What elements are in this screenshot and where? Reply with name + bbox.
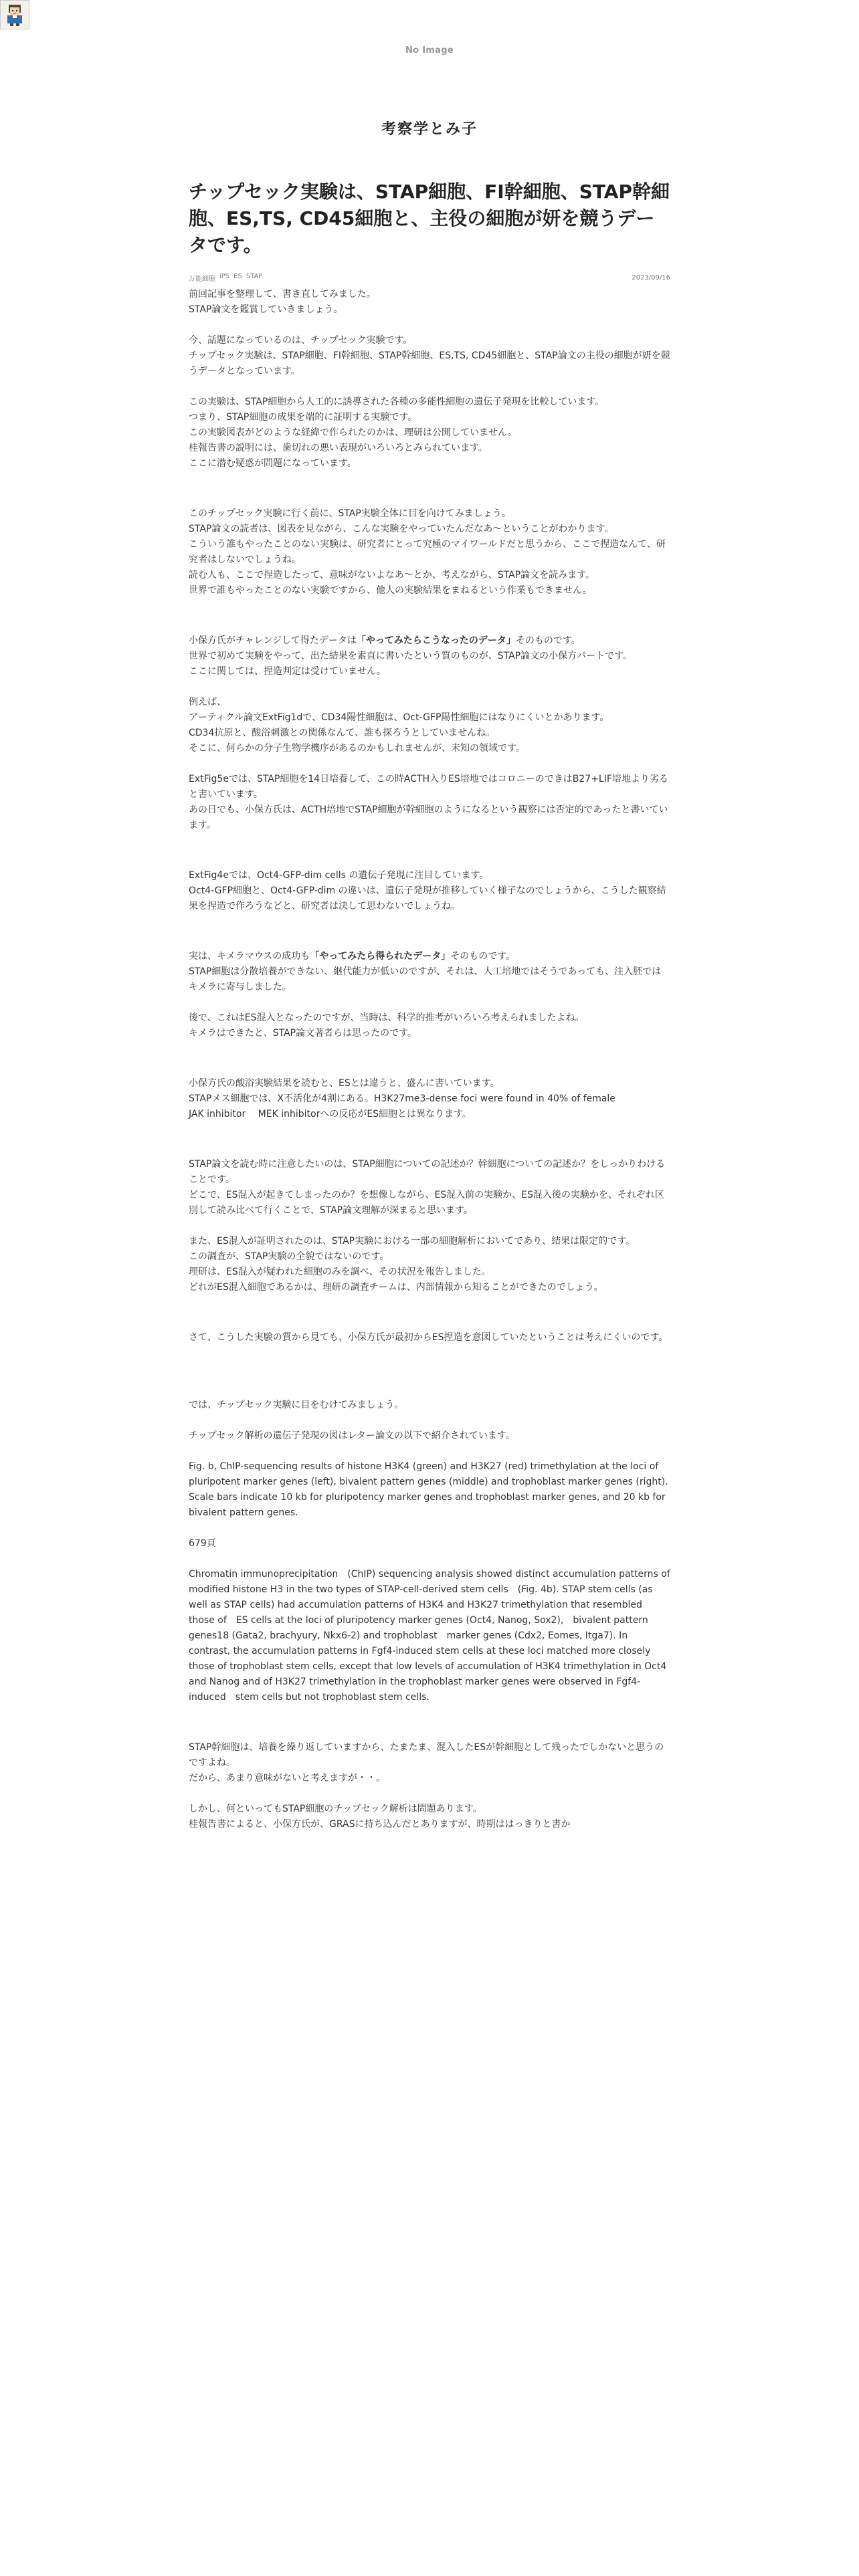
paragraph: 読む人も、ここで捏造したって、意味がないよなあ～とか、考えながら、STAP論文を読みます。 (189, 570, 595, 581)
paragraph: Chromatin immunoprecipitation (ChIP) sequencing analysis showed distinct accumulation patterns of modified histone H3 in the two types of STAP-cell-derived stem cells (Fig. 4b). STAP stem cells (as well as STAP cells) had accumulation patterns of H3K4 and H3K27 trimethylation that resembled those of ES cells at the loci of pluripotency marker genes (Oct4, Nanog, Sox2), bivalent pattern genes18 (Gata2, brachyury, Nkx6-2) and trophoblast marker genes (Cdx2, Eomes, Itga7). In contrast, the accumulation patterns in Fgf4-induced stem cells at these loci matched more closely those of trophoblast stem cells, except that low levels of accumulation of H3K4 trimethylation in Oct4 and Nanog and of H3K27 trimethylation in the trophoblast marker genes were observed in Fgf4-induced stem cells but not trophoblast stem cells. (189, 1569, 680, 1703)
paragraph: また、ES混入が証明されたのは、STAP実験における一部の細胞解析においてであり、結果は限定的です。 (189, 1236, 635, 1247)
paragraph: チップセック実験は、STAP細胞、FI幹細胞、STAP幹細胞、ES,TS, CD45細胞と、STAP論文の主役の細胞が妍を競うデータとなっています。 (189, 350, 670, 377)
paragraph: STAP論文を鑑賞していきましょう。 (189, 304, 343, 316)
paragraph: この実験図表がどのような経緯で作られたのかは、理研は公開していません。 (189, 427, 517, 439)
emphasis-text: 「やってみたらこうなったのデータ」 (356, 635, 516, 647)
paragraph: キメラはできたと、STAP論文著者らは思ったのです。 (189, 1028, 417, 1039)
hero-image-placeholder (0, 0, 859, 100)
paragraph: このチップセック実験に行く前に、STAP実験全体に目を向けてみましょう。 (189, 508, 511, 520)
no-image-label: No Image (405, 45, 454, 56)
paragraph: 前回記事を整理して、書き直してみました。 (189, 289, 376, 300)
paragraph: JAK inhibitor MEK inhibitorへの反応がES細胞とは異なります。 (189, 1109, 472, 1120)
blog-title[interactable]: 考察学とみ子 (381, 121, 478, 138)
tag-link[interactable]: STAP (246, 273, 263, 281)
paragraph: STAP細胞は分散培養ができない、継代能力が低いのですが、それは、人工培地ではそうであっても、注入胚ではキメラに寄与しました。 (189, 966, 662, 993)
article-title[interactable]: チップセック実験は、STAP細胞、FI幹細胞、STAP幹細胞、ES,TS, CD45細胞と、主役の細胞が妍を競うデータです。 (189, 181, 670, 256)
article-body (189, 287, 680, 1832)
paragraph (189, 949, 670, 964)
paragraph: CD34抗原と、酸浴刺激との関係なんて、誰も探ろうとしていませんね。 (189, 728, 496, 739)
paragraph: 今、話題になっているのは、チップセック実験です。 (189, 335, 413, 346)
paragraph: 世界で誰もやったことのない実験ですから、他人の実験結果をまねるという作業もできません。 (189, 585, 592, 597)
paragraph: 世界で初めて実験をやって、出た結果を素直に書いたという質のものが、STAP論文の小保方パートです。 (189, 651, 632, 662)
paragraph (189, 633, 670, 649)
emphasis-text: 「やってみたら得られたデータ」 (310, 951, 451, 962)
paragraph: この実験は、STAP細胞から人工的に誘導された各種の多能性細胞の遺伝子発現を比較しています。 (189, 397, 605, 408)
paragraph: そこに、何らかの分子生物学機序があるのかもしれませんが、未知の領域です。 (189, 743, 525, 754)
paragraph: こういう誰もやったことのない実験は、研究者にとって究極のマイワールドだと思うから、ここで捏造なんて、研究者はしないでしょうね。 (189, 539, 666, 566)
tag-link[interactable]: iPS (219, 273, 230, 281)
paragraph: では、チップセック実験に目をむけてみましょう。 (189, 1400, 404, 1411)
text-span: 実は、キメラマウスの成功も (189, 951, 310, 962)
paragraph: この調査が、STAP実験の全貌ではないのです。 (189, 1251, 389, 1263)
article-meta (189, 273, 670, 283)
post-date: 2023/09/16 (632, 274, 670, 282)
paragraph: しかし、何といってもSTAP細胞のチップセック解析は問題あります。 (189, 1804, 482, 1815)
paragraph: 桂報告書によると、小保方氏が、GRASに持ち込んだとありますが、時期ははっきりと書か (189, 1819, 571, 1830)
paragraph: どれがES混入細胞であるかは、理研の調査チームは、内部情報から知ることができたのでしょう。 (189, 1282, 603, 1293)
paragraph: つまり、STAP細胞の成果を端的に証明する実験です。 (189, 412, 417, 423)
tag-link[interactable]: 万能細胞 (189, 276, 215, 284)
paragraph: あの日でも、小保方氏は、ACTH培地でSTAP細胞が幹細胞のようになるという観察には否定的であったと書いています。 (189, 804, 668, 831)
paragraph: STAP論文の読者は、図表を見ながら、こんな実験をやっていたんだなあ～ということがわかります。 (189, 524, 614, 535)
paragraph: Oct4-GFP細胞と、Oct4-GFP-dim の違いは、遺伝子発現が推移していく様子なのでしょうから、こうした観察結果を捏造で作ろうなどと、研究者は決して思わないでしょうね。 (189, 885, 666, 912)
paragraph: ExtFig4eでは、Oct4-GFP-dim cells の遺伝子発現に注目しています。 (189, 870, 489, 881)
pixel-avatar-icon (2, 2, 27, 27)
paragraph: 桂報告書の説明には、歯切れの悪い表現がいろいろとみられています。 (189, 443, 488, 454)
paragraph: 理研は、ES混入が疑われた細胞のみを調べ、その状況を報告しました。 (189, 1267, 491, 1278)
paragraph: だから、あまり意味がないと考えますが・・。 (189, 1773, 385, 1784)
paragraph: Fig. b, ChIP-sequencing results of histone H3K4 (green) and H3K27 (red) trimethylation at the loci of pluripotent marker genes (left), bivalent pattern genes (middle) and trophoblast marker genes (right). Scale bars indicate 10 kb for pluripotency marker genes and trophoblast marker genes, and 20 kb for bivalent pattern genes. (189, 1461, 668, 1519)
paragraph: ExtFig5eでは、STAP細胞を14日培養して、この時ACTH入りES培地ではコロニーのできはB27+LIF培地より劣ると書いています。 (189, 774, 668, 800)
paragraph: ここに潜む疑惑が問題になっています。 (189, 458, 357, 469)
paragraph: 679頁 (189, 1538, 216, 1549)
paragraph: STAP論文を読む時に注意したいのは、STAP細胞についての記述か？幹細胞についての記述か？をしっかりわけることです。 (189, 1159, 666, 1186)
paragraph: どこで、ES混入が起きてしまったのか？を想像しながら、ES混入前の実験か、ES混入後の実験かを、それぞれ区別して読み比べて行くことで、STAP論文理解が深まると思います。 (189, 1190, 664, 1216)
tag-list (189, 273, 262, 283)
paragraph: STAP幹細胞は、培養を繰り返していますから、たまたま、混入したESが幹細胞として残ったでしかないと思うのですよね。 (189, 1742, 664, 1769)
paragraph: チップセック解析の遺伝子発現の図はレター論文の以下で紹介されています。 (189, 1430, 515, 1442)
tag-link[interactable]: ES (233, 273, 242, 281)
paragraph: アーティクル論文ExtFig1dで、CD34陽性細胞は、Oct-GFP陽性細胞にはなりにくいとかあります。 (189, 712, 609, 724)
paragraph: 後で、これはES混入となったのですが、当時は、科学的推考がいろいろ考えられましたよね。 (189, 1012, 585, 1024)
paragraph: 小保方氏の酸浴実験結果を読むと、ESとは違うと、盛んに書いています。 (189, 1078, 500, 1089)
text-span: 小保方氏がチャレンジして得たデータは (189, 635, 357, 647)
paragraph: ここに関しては、捏造判定は受けていません。 (189, 666, 386, 677)
article (189, 138, 680, 1832)
paragraph: さて、こうした実験の質から見ても、小保方氏が最初からES捏造を意図していたということは考えにくいのです。 (189, 1332, 668, 1344)
text-span: そのものです。 (515, 635, 581, 647)
text-span: そのものです。 (450, 951, 516, 962)
paragraph: STAPメス細胞では、X不活化が4割にある。H3K27me3-dense foci were found in 40% of female (189, 1093, 615, 1105)
paragraph: 例えば、 (189, 697, 226, 708)
avatar[interactable] (0, 0, 29, 29)
